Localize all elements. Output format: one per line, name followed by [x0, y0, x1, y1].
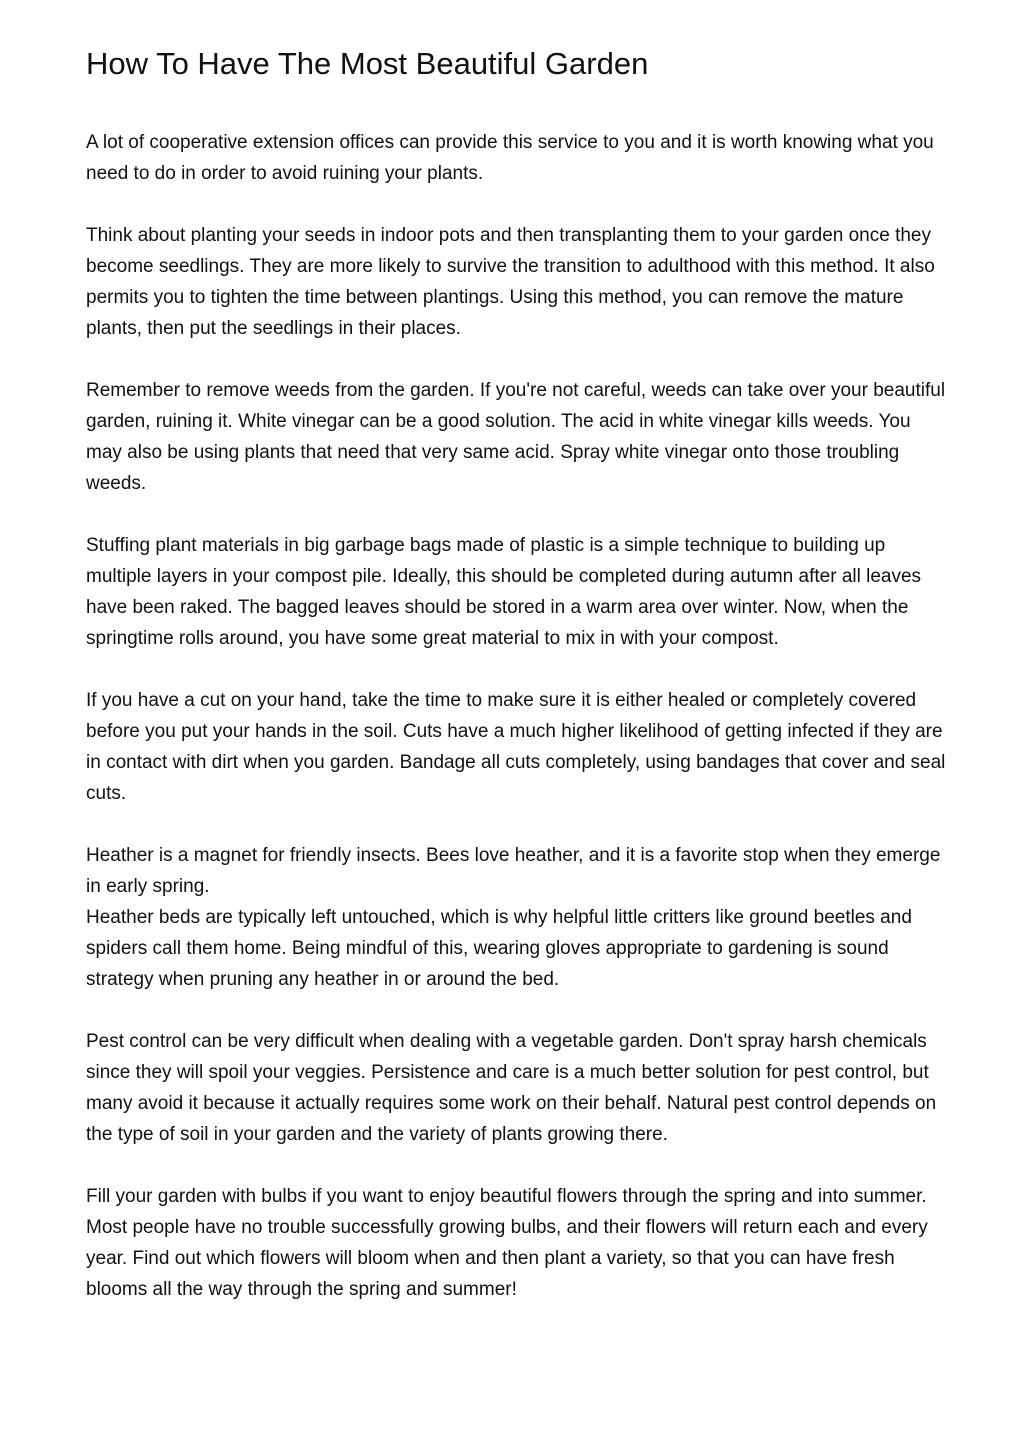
paragraph-pest-control: Pest control can be very difficult when dealing with a vegetable garden. Don't spray harsh chemicals since they will spoil your veggies. Persistence and care is a much better solution for pest control, but many avoid it because it actually requires some work on their behalf. Natural pest control depends on the type of soil in your garden and the variety of plants growing there.: [86, 1031, 937, 1145]
paragraph-heather-insects: Heather is a magnet for friendly insects. Bees love heather, and it is a favorite stop when they emerge in early spring.: [86, 845, 941, 897]
paragraph-cuts-on-hands: If you have a cut on your hand, take the time to make sure it is either healed or completely covered before you put your hands in the soil. Cuts have a much higher likelihood of getting infected if they are in contact with dirt when you garden. Bandage all cuts completely, using bandages that cover and seal cuts.: [86, 690, 946, 804]
document-title: How To Have The Most Beautiful Garden: [86, 46, 649, 81]
paragraph-bulbs: Fill your garden with bulbs if you want to enjoy beautiful flowers through the spring and into summer. Most people have no trouble successfully growing bulbs, and their flowers will return each and every year. Find out which flowers will bloom when and then plant a variety, so that you can have fresh blooms all the way through the spring and summer!: [86, 1186, 928, 1300]
paragraph-indoor-pots: Think about planting your seeds in indoor pots and then transplanting them to your garden once they become seedlings. They are more likely to survive the transition to adulthood with this method. It also permits you to tighten the time between plantings. Using this method, you can remove the mature plants, then put the seedlings in their places.: [86, 225, 935, 339]
paragraph-extension-offices: A lot of cooperative extension offices can provide this service to you and it is worth knowing what you need to do in order to avoid ruining your plants.: [86, 132, 934, 184]
paragraph-remove-weeds: Remember to remove weeds from the garden. If you're not careful, weeds can take over your beautiful garden, ruining it. White vinegar can be a good solution. The acid in white vinegar kills weeds. You may also be using plants that need that very same acid. Spray white vinegar onto those troubling weeds.: [86, 380, 946, 494]
paragraph-compost-bags: Stuffing plant materials in big garbage bags made of plastic is a simple technique to building up multiple layers in your compost pile. Ideally, this should be completed during autumn after all leaves have been raked. The bagged leaves should be stored in a warm area over winter. Now, when the springtime rolls around, you have some great material to mix in with your compost.: [86, 535, 922, 649]
paragraph-heather-beds: Heather beds are typically left untouched, which is why helpful little critters like ground beetles and spiders call them home. Being mindful of this, wearing gloves appropriate to gardening is sound strategy when pruning any heather in or around the bed.: [86, 907, 912, 990]
document-page: [86, 40, 946, 1336]
